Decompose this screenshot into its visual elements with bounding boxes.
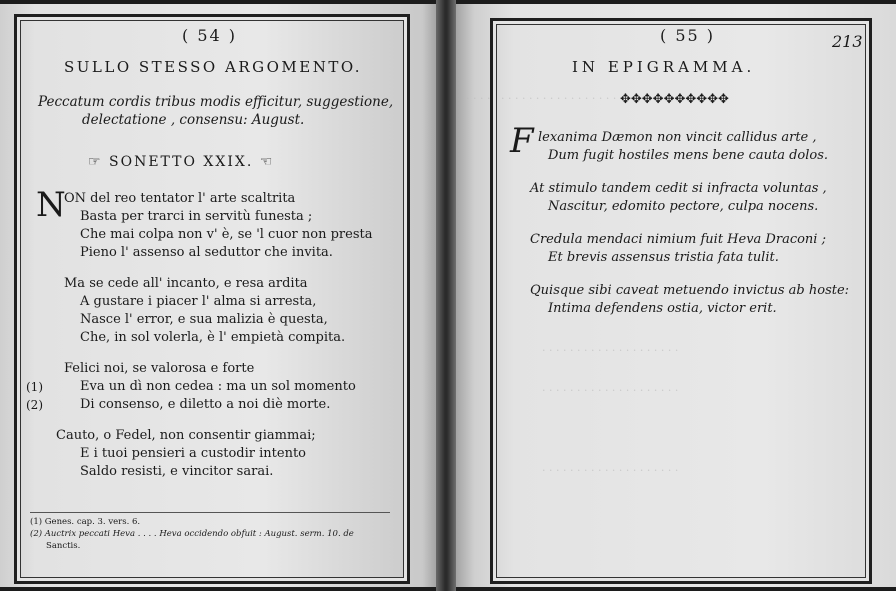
right-page (452, 4, 896, 587)
stanza1-line-4: Pieno l' assenso al seduttor che invita. (80, 245, 333, 260)
couplet-4-line-1: Quisque sibi caveat metuendo invictus ab hoste: (530, 283, 850, 298)
footnote-divider (30, 512, 390, 513)
right-page-title: IN EPIGRAMMA. (572, 58, 756, 76)
show-through-lower-1: · · · · · · · · · · · · · · · · · · · · (542, 344, 679, 357)
sonnet-heading (88, 154, 274, 170)
stanza2-line-4: Che, in sol volerla, è l' empietà compita. (80, 330, 346, 345)
stanza2-line-1: Ma se cede all' incanto, e resa ardita (64, 276, 308, 291)
stanza4-line-1: Cauto, o Fedel, non consentir giammai; (56, 428, 316, 443)
footnote-1: (1) Genes. cap. 3. vers. 6. (30, 517, 141, 527)
footnote-2: (2) Auctrix peccati Heva . . . . Heva occidendo obfuit : August. serm. 10. de (30, 529, 354, 539)
left-page-title: SULLO STESSO ARGOMENTO. (64, 58, 363, 76)
stanza4-line-3: Saldo resisti, e vincitor sarai. (80, 464, 274, 479)
right-page-number: ( 55 ) (660, 26, 716, 45)
margin-note-1: (1) (26, 380, 43, 394)
margin-note-2: (2) (26, 398, 43, 412)
stanza1-line-1: ON del reo tentator l' arte scaltrita (64, 191, 296, 206)
show-through-lower-3: · · · · · · · · · · · · · · · · · · · · (542, 464, 679, 477)
dropcap-n: N (36, 185, 66, 225)
couplet-2-line-2: Nascitur, edomito pectore, culpa nocens. (548, 199, 819, 214)
footnote-2-cont: Sanctis. (46, 541, 81, 551)
stanza3-line-3: Di consenso, e diletto a noi diè morte. (80, 397, 331, 412)
stanza2-line-2: A gustare i piacer l' alma si arresta, (80, 294, 317, 309)
stanza3-line-2: Eva un dì non cedea : ma un sol momento (80, 379, 356, 394)
couplet-4-line-2: Intima defendens ostia, victor erit. (548, 301, 777, 316)
stanza1-line-3: Che mai colpa non v' è, se 'l cuor non presta (80, 227, 373, 242)
stanza3-line-1: Felici noi, se valorosa e forte (64, 361, 255, 376)
handwritten-folio-number: 213 (832, 32, 863, 51)
left-page (0, 4, 440, 587)
dropcap-f: F (510, 121, 534, 161)
couplet-3-line-1: Credula mendaci nimium fuit Heva Draconi ; (530, 232, 826, 247)
show-through-lower-2: · · · · · · · · · · · · · · · · · · · · (542, 384, 679, 397)
couplet-3-line-2: Et brevis assensus tristia fata tulit. (548, 250, 779, 265)
stanza4-line-2: E i tuoi pensieri a custodir intento (80, 446, 306, 461)
sonnet-heading-text: SONETTO XXIX. (109, 154, 254, 170)
left-page-number: ( 54 ) (182, 26, 238, 45)
stanza2-line-3: Nasce l' error, e sua malizia è questa, (80, 312, 328, 327)
couplet-1-line-2: Dum fugit hostiles mens bene cauta dolos. (548, 148, 829, 163)
decorative-ornament-band: ✥✥✥✥✥✥✥✥✥✥ (620, 92, 729, 107)
epigraph-line-2: delectatione , consensu: August. (82, 112, 305, 128)
pointing-hand-right-icon: ☞ (88, 154, 103, 170)
stanza1-line-2: Basta per trarci in servitù funesta ; (80, 209, 313, 224)
couplet-2-line-1: At stimulo tandem cedit si infracta voluntas , (530, 181, 827, 196)
couplet-1-line-1: lexanima Dæmon non vincit callidus arte , (538, 130, 817, 145)
epigraph-line-1: Peccatum cordis tribus modis efficitur, suggestione, (38, 94, 394, 110)
show-through-text: · · · · · · · · · · · · · · · · · · · · · · · · (466, 92, 631, 105)
book-gutter (436, 0, 456, 591)
pointing-hand-left-icon: ☜ (259, 154, 275, 170)
